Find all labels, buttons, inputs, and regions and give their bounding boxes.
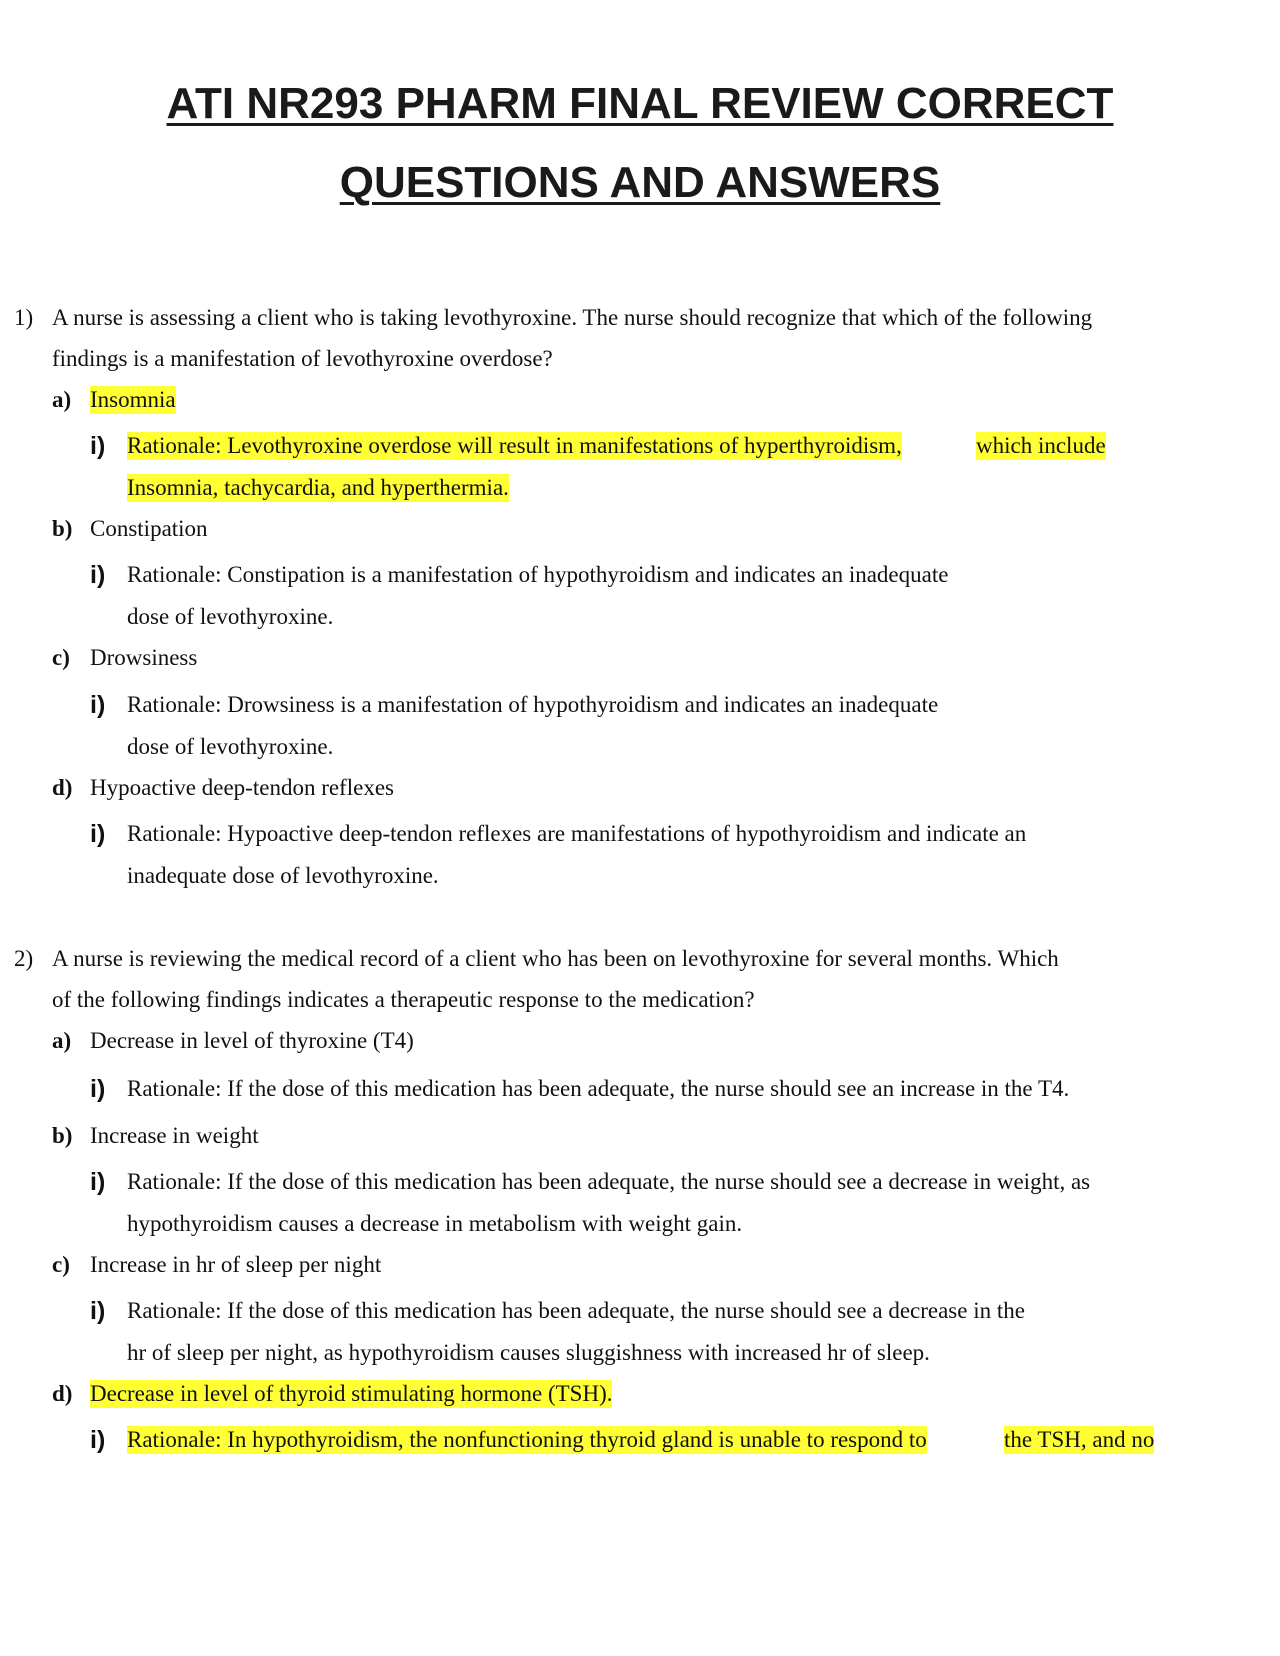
rationale-label: i) bbox=[90, 432, 106, 460]
option-label-d: d) bbox=[52, 1381, 73, 1406]
option-b: Constipation bbox=[90, 516, 208, 541]
option-c: Increase in hr of sleep per night bbox=[90, 1252, 382, 1277]
option-label-d: d) bbox=[52, 775, 73, 800]
option-label-c: c) bbox=[52, 1252, 70, 1277]
option-b: Increase in weight bbox=[90, 1123, 259, 1148]
option-c: Drowsiness bbox=[90, 645, 198, 670]
option-d: Hypoactive deep-tendon reflexes bbox=[90, 775, 394, 800]
rationale-text: Rationale: If the dose of this medication has been adequate, the nurse should see an increase in the T4. bbox=[127, 1076, 1070, 1101]
option-d-correct: Decrease in level of thyroid stimulating hormone (TSH). bbox=[90, 1381, 613, 1406]
rationale-text: dose of levothyroxine. bbox=[127, 734, 334, 759]
rationale-text: inadequate dose of levothyroxine. bbox=[127, 863, 439, 888]
rationale-text: Insomnia, tachycardia, and hyperthermia. bbox=[127, 475, 509, 500]
rationale-label: i) bbox=[90, 1168, 106, 1196]
rationale-label: i) bbox=[90, 691, 106, 719]
question-number: 2) bbox=[14, 946, 34, 971]
rationale-text: Rationale: In hypothyroidism, the nonfunctioning thyroid gland is unable to respond to bbox=[127, 1427, 927, 1452]
option-label-c: c) bbox=[52, 645, 70, 670]
rationale-text: the TSH, and no bbox=[1004, 1427, 1155, 1452]
option-label-b: b) bbox=[52, 1123, 73, 1148]
question-stem: of the following findings indicates a therapeutic response to the medication? bbox=[52, 987, 755, 1012]
question-stem: A nurse is reviewing the medical record of a client who has been on levothyroxine for several months. Which bbox=[52, 946, 1059, 971]
document-title-line-1: ATI NR293 PHARM FINAL REVIEW CORRECT bbox=[166, 79, 1114, 128]
option-label-a: a) bbox=[52, 387, 72, 412]
rationale-text: Rationale: Levothyroxine overdose will result in manifestations of hyperthyroidism, bbox=[127, 433, 902, 458]
rationale-text: Rationale: If the dose of this medication has been adequate, the nurse should see a decrease in the bbox=[127, 1298, 1025, 1323]
option-a-correct: Insomnia bbox=[90, 387, 176, 412]
rationale-text: hr of sleep per night, as hypothyroidism causes sluggishness with increased hr of sleep. bbox=[127, 1340, 930, 1365]
rationale-text: Rationale: Constipation is a manifestation of hypothyroidism and indicates an inadequate bbox=[127, 562, 949, 587]
rationale-text: dose of levothyroxine. bbox=[127, 604, 334, 629]
question-number: 1) bbox=[14, 305, 34, 330]
question-stem: findings is a manifestation of levothyroxine overdose? bbox=[52, 346, 553, 371]
rationale-label: i) bbox=[90, 820, 106, 848]
rationale-text: Rationale: Hypoactive deep-tendon reflexes are manifestations of hypothyroidism and indicate an bbox=[127, 821, 1027, 846]
rationale-label: i) bbox=[90, 561, 106, 589]
option-label-a: a) bbox=[52, 1028, 72, 1053]
question-stem: A nurse is assessing a client who is taking levothyroxine. The nurse should recognize that which of the following bbox=[52, 305, 1093, 330]
rationale-label: i) bbox=[90, 1075, 106, 1103]
rationale-label: i) bbox=[90, 1297, 106, 1325]
document-title-line-2: QUESTIONS AND ANSWERS bbox=[339, 158, 941, 207]
rationale-text: hypothyroidism causes a decrease in metabolism with weight gain. bbox=[127, 1211, 743, 1236]
rationale-text: Rationale: If the dose of this medication has been adequate, the nurse should see a decrease in weight, as bbox=[127, 1169, 1091, 1194]
option-label-b: b) bbox=[52, 516, 73, 541]
rationale-label: i) bbox=[90, 1426, 106, 1454]
rationale-text: which include bbox=[976, 433, 1106, 458]
rationale-text: Rationale: Drowsiness is a manifestation of hypothyroidism and indicates an inadequate bbox=[127, 692, 939, 717]
option-a: Decrease in level of thyroxine (T4) bbox=[90, 1028, 414, 1053]
